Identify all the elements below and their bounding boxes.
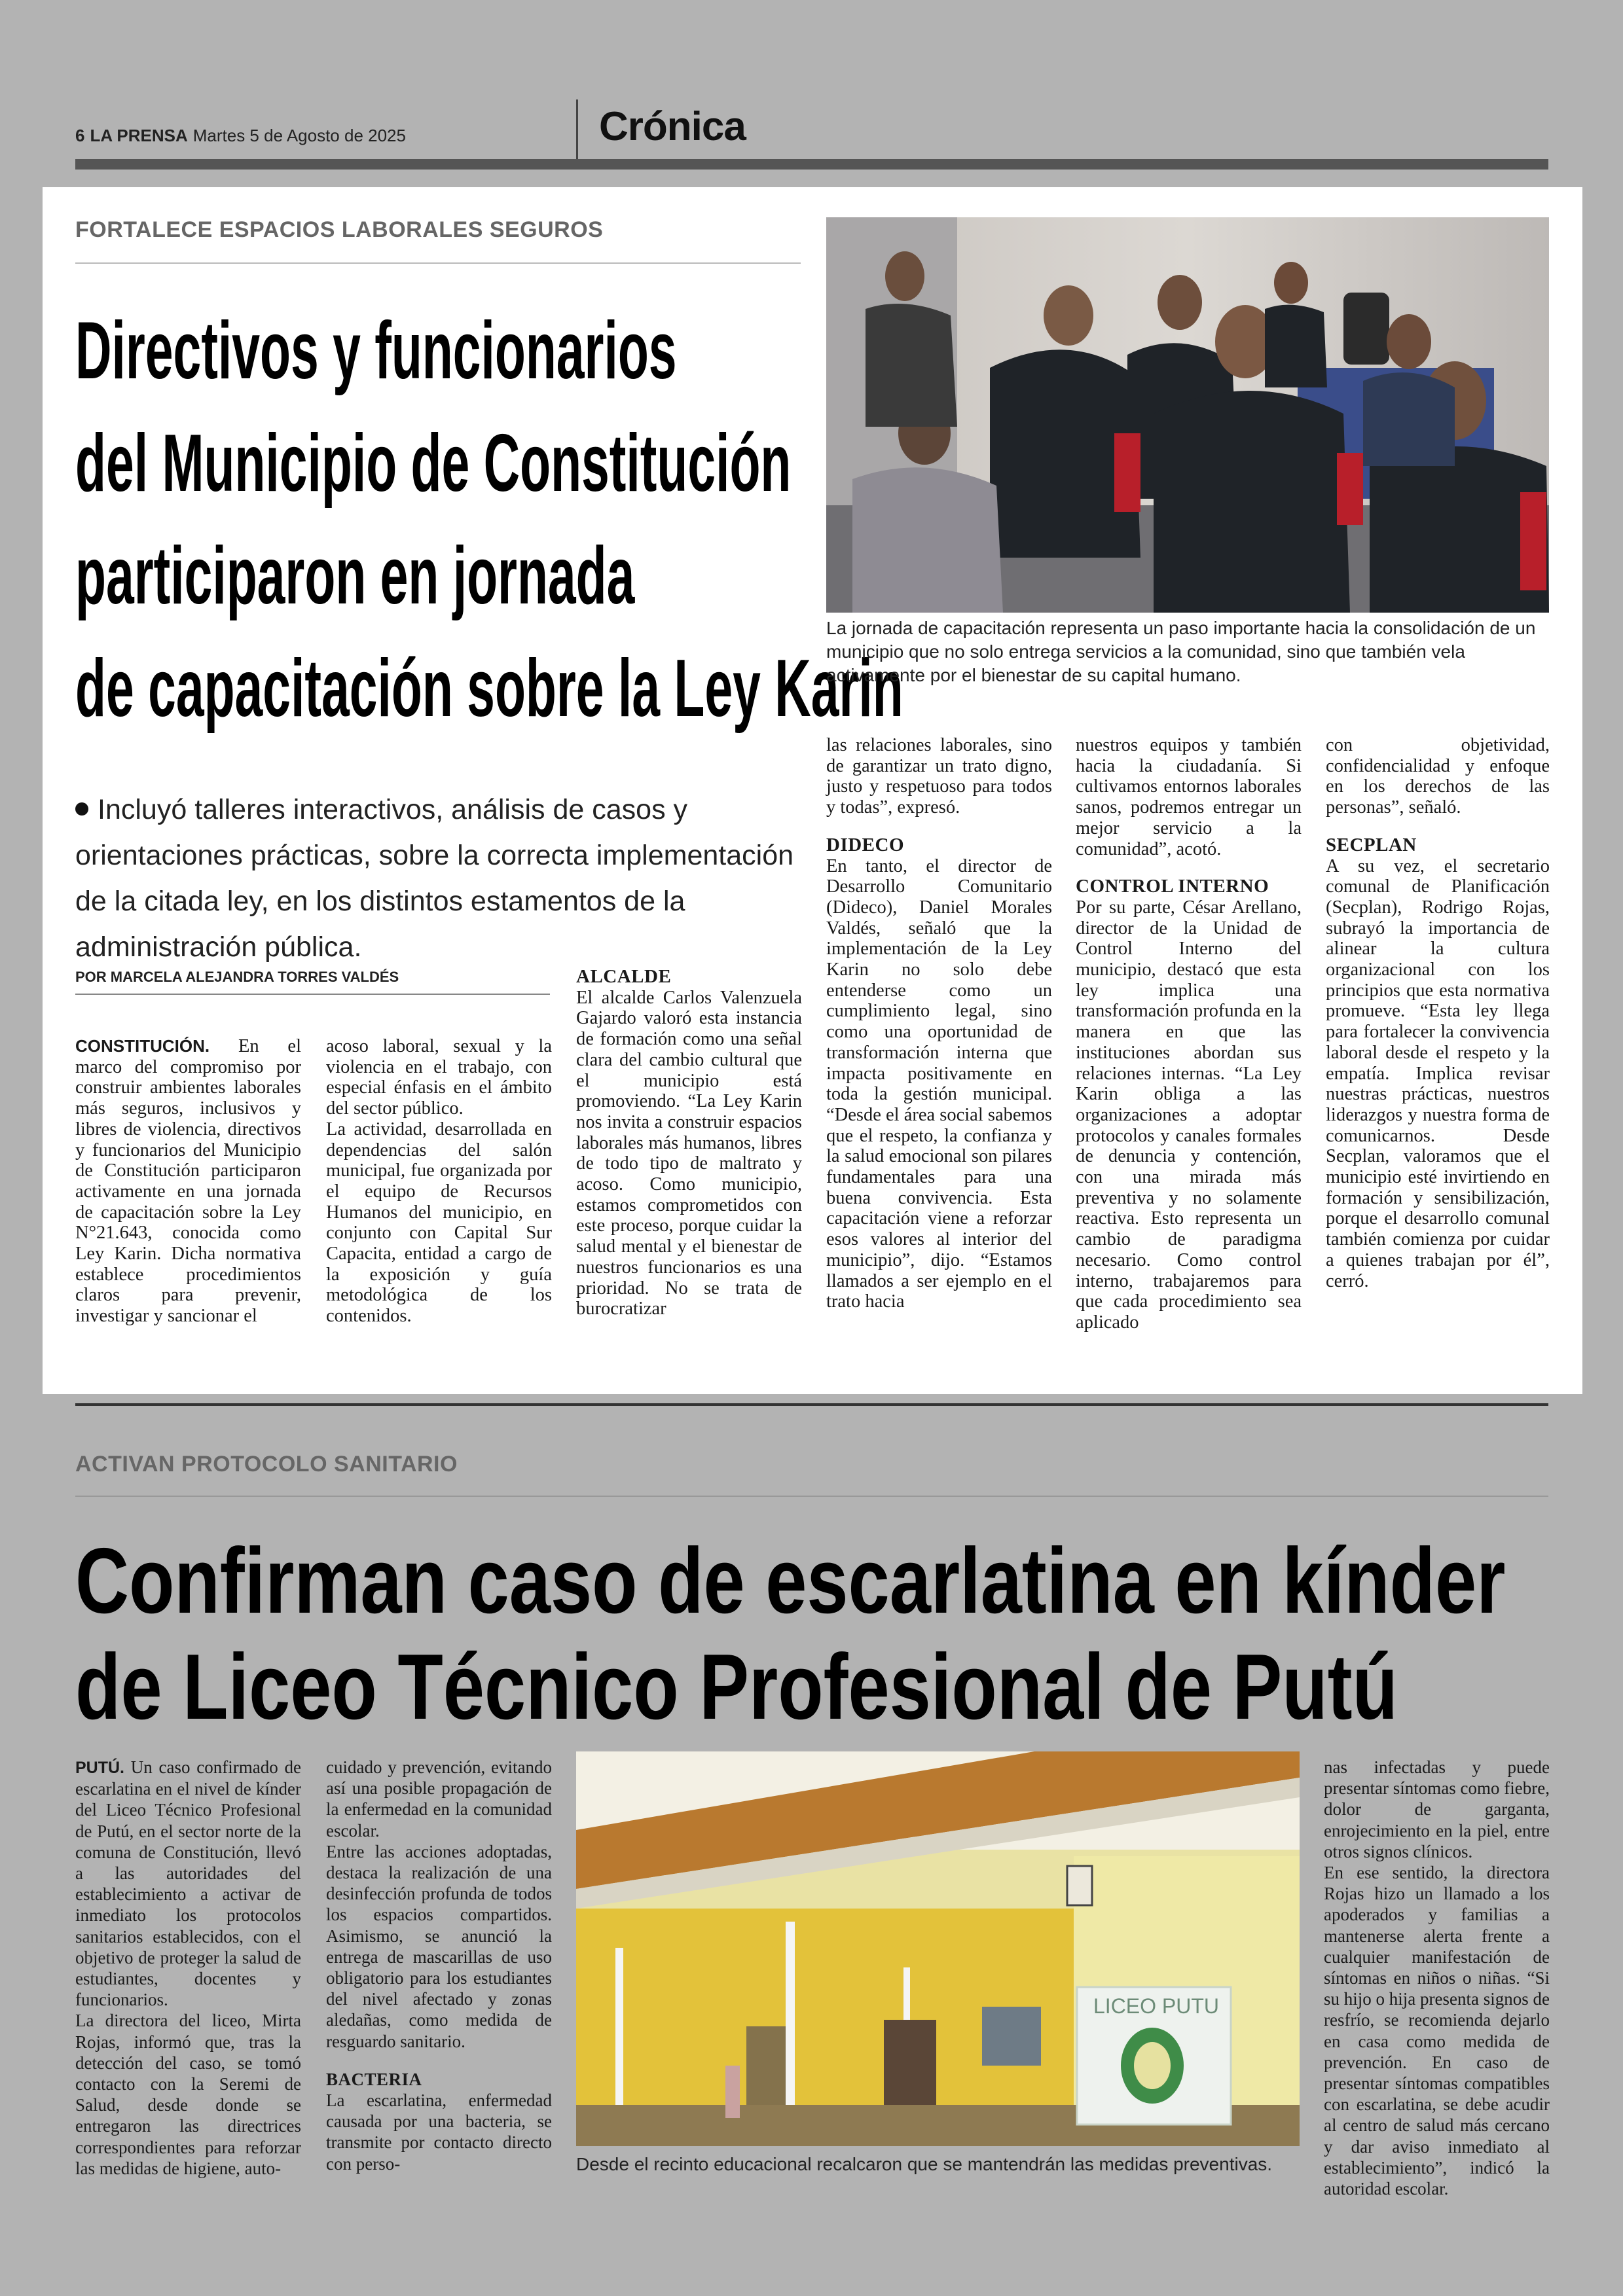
article1-col5: [1076, 735, 1302, 1333]
headline-line: del Municipio de Constitución: [75, 418, 792, 509]
body-text: A su vez, el secretario comunal de Planificación (Secplan), Rodrigo Rojas, subrayó la importancia de alinear la cultura organizacional con los principios que esta normativa promueve. “Esta ley llega para fortalecer la convivencia laboral desde el respeto y la empatía. Implica revisar nuestras prácticas, nuestros liderazgos y nuestra forma de comunicarnos. Desde Secplan, valoramos que el municipio esté invirtiendo en formación y sensibilización, porque el desarrollo comunal también comienza por cuidar a quienes trabajan por él”, cerró.: [1326, 855, 1550, 1291]
body-text: las relaciones laborales, sino de garantizar un trato digno, justo y respetuoso para todos y todas”, expresó.: [826, 735, 1052, 818]
article2-photo: [576, 1751, 1300, 2146]
school-building-image: [576, 1751, 1300, 2146]
dateline: CONSTITUCIÓN.: [75, 1036, 210, 1056]
body-text: nas infectadas y puede presentar síntomas como fiebre, dolor de garganta, enrojecimiento en la piel, entre otros signos clínicos.: [1324, 1757, 1550, 1861]
body-text: Un caso confirmado de escarlatina en el nivel de kínder del Liceo Técnico Profesional de Putú, en el sector norte de la comuna de Constitución, llevó a las autoridades del establecimiento a activar de inmediato los protocolos sanitarios establecidos, con el objetivo de proteger la salud de estudiantes, docentes y funcionarios.: [75, 1757, 302, 2010]
bullet-icon: [75, 802, 88, 816]
subheading: SECPLAN: [1326, 834, 1417, 855]
headline-line: participaron en jornada: [75, 531, 635, 621]
dateline: PUTÚ.: [75, 1759, 124, 1777]
headline-line: de capacitación sobre la Ley Karin: [75, 643, 903, 734]
article1-lead: [75, 787, 795, 970]
article1-kicker: FORTALECE ESPACIOS LABORALES SEGUROS: [75, 217, 604, 242]
article2-photo-caption: Desde el recinto educacional recalcaron que se mantendrán las medidas preventivas.: [576, 2154, 1273, 2174]
body-text: En el marco del compromiso por construir ambientes laborales más seguros, inclusivos y libres de violencia, directivos y funcionarios del Municipio de Constitución participaron activamente en una jornada de capacitación sobre la Ley N°21.643, conocida como Ley Karin. Dicha normativa establece procedimientos claros para prevenir, investigar y sancionar el: [75, 1036, 301, 1327]
article1-col3: [576, 967, 802, 1319]
section-rule: [75, 1403, 1548, 1406]
article2-col3: [1324, 1757, 1550, 2199]
subheading: BACTERIA: [326, 2069, 422, 2089]
article2-headline: [75, 1528, 1505, 1740]
body-text: El alcalde Carlos Valenzuela Gajardo valoró esta instancia de formación como una señal clara del cambio cultural que el municipio está promoviendo. “La Ley Karin nos invita a construir espacios laborales más humanos, libres de todo tipo de maltrato y acoso. Como municipio, estamos comprometidos con este proceso, porque cuidar la salud mental y el bienestar de nuestros funcionarios es una prioridad. No se trata de burocratizar: [576, 987, 802, 1319]
headline-line: de Liceo Técnico Profesional de Putú: [75, 1635, 1398, 1739]
body-text: nuestros equipos y también hacia la ciudadanía. Si cultivamos entornos laborales sanos, podremos entregar un mejor servicio a la comunidad”, acotó.: [1076, 735, 1302, 859]
article2-kicker: ACTIVAN PROTOCOLO SANITARIO: [75, 1452, 458, 1477]
body-text: con objetividad, confidencialidad y enfoque en los derechos de las personas”, señaló.: [1326, 735, 1550, 818]
sign-text: LICEO PUTU: [1093, 1994, 1220, 2018]
article1-col2: [326, 1036, 552, 1327]
issue-date: Martes 5 de Agosto de 2025: [192, 126, 406, 145]
article1-col4: [826, 735, 1052, 1312]
page-number: 6: [75, 126, 85, 145]
subheading: CONTROL INTERNO: [1076, 876, 1269, 897]
article1-col1: [75, 1036, 301, 1327]
page-header-left: [75, 126, 406, 146]
header-divider: [576, 99, 578, 162]
article1-col6: [1326, 735, 1550, 1291]
body-text: La actividad, desarrollada en dependencias del salón municipal, fue organizada por el equipo de Recursos Humanos del municipio, en conjunto con Capital Sur Capacita, entidad a cargo de la exposición y guía metodológica de los contenidos.: [326, 1119, 552, 1327]
article2-col1: [75, 1757, 301, 2179]
body-text: En ese sentido, la directora Rojas hizo un llamado a los apoderados y familias a mantenerse alerta frente a cualquier manifestación de síntomas en niños o niñas. “Si su hijo o hija presenta signos de resfrío, se recomienda dejarlo en casa como medida de prevención. En caso de presentar síntomas compatibles con escarlatina, se debe acudir al centro de salud más cercano y dar aviso inmediato al establecimiento”, indicó la autoridad escolar.: [1324, 1863, 1550, 2199]
headline-line: Confirman caso de escarlatina en kínder: [75, 1529, 1506, 1633]
kicker-rule: [75, 262, 801, 264]
newspaper-name: LA PRENSA: [90, 126, 188, 145]
lead-text: Incluyó talleres interactivos, análisis de casos y orientaciones prácticas, sobre la correcta implementación de la citada ley, en los distintos estamentos de la administración pública.: [75, 794, 794, 963]
subheading: DIDECO: [826, 834, 905, 855]
article1-photo-caption: La jornada de capacitación representa un paso importante hacia la consolidación de un municipio que no solo entrega servicios a la comunidad, sino que también vela activamente por el bienestar de su capital humano.: [826, 618, 1536, 685]
body-text: Entre las acciones adoptadas, destaca la realización de una desinfección profunda de todos los espacios compartidos. Asimismo, se anunció la entrega de mascarillas de uso obligatorio para los estudiantes del nivel afectado y zonas aledañas, como medida de resguardo sanitario.: [326, 1841, 552, 2051]
kicker-rule: [75, 1496, 1548, 1497]
body-text: La directora del liceo, Mirta Rojas, informó que, tras la detección del caso, se tomó contacto con la Seremi de Salud, desde donde se entregaron las directrices correspondientes para reforzar las medidas de higiene, auto-: [75, 2011, 301, 2178]
header-bar: [75, 159, 1548, 170]
article2-col2: [326, 1757, 552, 2174]
section-title: Crónica: [599, 104, 746, 149]
training-session-image: [826, 217, 1549, 613]
subheading: ALCALDE: [576, 966, 672, 987]
body-text: En tanto, el director de Desarrollo Comunitario (Dideco), Daniel Morales Valdés, señaló que la implementación de la Ley Karin no solo debe entenderse como un cumplimiento legal, sino como una oportunidad de transformación interna que impacta positivamente en toda la gestión municipal. “Desde el área social sabemos que el respeto, la confianza y la salud emocional son pilares fundamentales para una buena convivencia. Esta capacitación viene a reforzar esos valores al interior del municipio”, dijo. “Estamos llamados a ser ejemplo en el trato hacia: [826, 855, 1053, 1312]
headline-line: Directivos y funcionarios: [75, 306, 677, 396]
body-text: La escarlatina, enfermedad causada por una bacteria, se transmite por contacto directo con perso-: [326, 2090, 552, 2174]
article1-photo: [826, 217, 1549, 613]
body-text: Por su parte, César Arellano, director de la Unidad de Control Interno del municipio, destacó que esta ley implica una transformación profunda en la manera en que las instituciones abordan sus relaciones internas. “La Ley Karin obliga a las organizaciones a adoptar protocolos y canales formales de denuncia y contención, con una mirada más preventiva y no solamente reactiva. Esto representa un cambio de paradigma necesario. Como control interno, trabajaremos para que cada procedimiento sea aplicado: [1076, 897, 1302, 1333]
body-text: acoso laboral, sexual y la violencia en el trabajo, con especial énfasis en el ámbito del sector público.: [326, 1036, 552, 1119]
article1-headline: [75, 295, 903, 745]
byline: POR MARCELA ALEJANDRA TORRES VALDÉS: [75, 969, 550, 995]
body-text: cuidado y prevención, evitando así una posible propagación de la enfermedad en la comunidad escolar.: [326, 1757, 552, 1840]
